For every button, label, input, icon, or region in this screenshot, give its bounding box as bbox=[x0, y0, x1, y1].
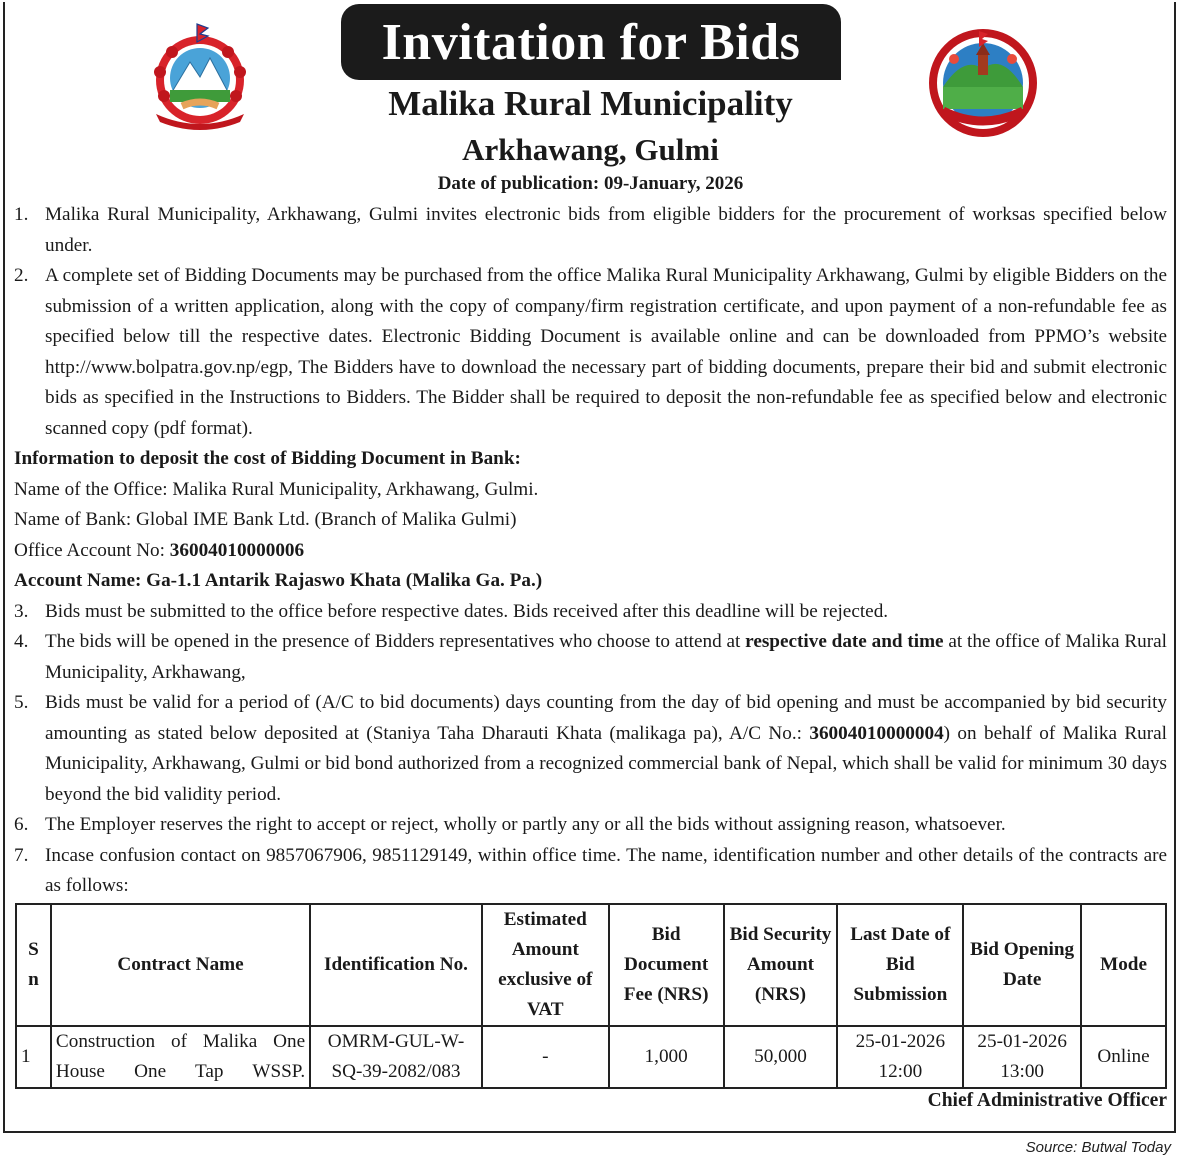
clause-number: 6. bbox=[14, 814, 29, 835]
bank-info-heading bbox=[14, 444, 1167, 475]
clause-number: 7. bbox=[14, 844, 29, 866]
clause-number: 3. bbox=[14, 600, 29, 622]
cell-estimated-amount: - bbox=[482, 1026, 609, 1088]
header-opening-date: Bid Opening Date bbox=[963, 904, 1081, 1026]
header-document-fee: Bid Document Fee (NRS) bbox=[609, 904, 724, 1026]
clause-text-part: The bids will be opened in the presence of Bidders representatives who choose to attend at bbox=[45, 631, 746, 652]
organization-location: Arkhawang, Gulmi bbox=[462, 132, 719, 167]
clause-text: Bids must be submitted to the office before respective dates. Bids received after this deadline will be rejected. bbox=[45, 600, 889, 622]
cell-contract-name: Construction of Malika One House One Tap WSSP. bbox=[51, 1026, 310, 1088]
clause-7 bbox=[14, 841, 1167, 902]
clause-number: 4. bbox=[14, 631, 29, 652]
clause-text-bold: 36004010000004 bbox=[809, 722, 944, 744]
cell-last-date: 25-01-2026 12:00 bbox=[837, 1026, 963, 1088]
publication-date: Date of publication: 09-January, 2026 bbox=[437, 173, 744, 194]
account-name bbox=[14, 566, 1167, 597]
account-number-value: 36004010000006 bbox=[169, 539, 305, 561]
account-number-label: Office Account No: bbox=[14, 539, 170, 561]
clause-4 bbox=[14, 627, 1167, 688]
header-security-amount: Bid Security Amount (NRS) bbox=[724, 904, 838, 1026]
cell-sn: 1 bbox=[16, 1026, 51, 1088]
organization-name: Malika Rural Municipality bbox=[388, 84, 793, 123]
clause-text-part: Bids must be valid for a period of (A/C to bid documents) days counting from the day of bid opening and must be accompanied by bid security amounting as stated below deposited at (Staniya Taha Dharauti Khata (malikaga pa), A/C No.: bbox=[45, 692, 1167, 744]
bank-info-heading-text: Information to deposit the cost of Bidding Document in Bank: bbox=[14, 448, 521, 469]
office-name: Name of the Office: Malika Rural Municipality, Arkhawang, Gulmi. bbox=[14, 478, 539, 500]
clause-text: Malika Rural Municipality, Arkhawang, Gulmi invites electronic bids from eligible bidders for the procurement of worksas specified below under. bbox=[45, 204, 1167, 256]
cell-identification: OMRM-GUL-W-SQ-39-2082/083 bbox=[310, 1026, 482, 1088]
header-sn: S n bbox=[16, 904, 51, 1026]
signature: Chief Administrative Officer bbox=[927, 1090, 1167, 1111]
cell-opening-date: 25-01-2026 13:00 bbox=[963, 1026, 1081, 1088]
header-identification: Identification No. bbox=[310, 904, 482, 1026]
bank-name: Name of Bank: Global IME Bank Ltd. (Branch of Malika Gulmi) bbox=[14, 509, 517, 530]
header-last-date: Last Date of Bid Submission bbox=[837, 904, 963, 1026]
office-account-number bbox=[14, 536, 1167, 567]
contracts-table bbox=[15, 903, 1167, 1089]
clause-3 bbox=[14, 597, 1167, 628]
notice-body bbox=[14, 200, 1167, 902]
clause-1 bbox=[14, 200, 1167, 261]
header-mode: Mode bbox=[1081, 904, 1166, 1026]
cell-security-amount: 50,000 bbox=[724, 1026, 838, 1088]
source-credit: Source: Butwal Today bbox=[1025, 1139, 1171, 1156]
cell-document-fee: 1,000 bbox=[609, 1026, 724, 1088]
clause-number: 2. bbox=[14, 265, 29, 286]
clause-text bbox=[45, 688, 1167, 810]
table-header-row bbox=[16, 904, 1166, 1026]
clause-text bbox=[45, 627, 1167, 688]
header-estimated-amount: Estimated Amount exclusive of VAT bbox=[482, 904, 609, 1026]
clause-text-part: at the office of Malika Rural Municipality, Arkhawang, bbox=[45, 631, 1168, 683]
clause-text: A complete set of Bidding Documents may be purchased from the office Malika Rural Municipality Arkhawang, Gulmi by eligible Bidders on the submission of a written application, along with the copy of company/firm registration certificate, and upon payment of a non-refundable fee as specified below till the respective dates. Electronic Bidding Document is available online and can be downloaded from PPMO’s website http://www.bolpatra.gov.np/egp, The Bidders have to download the necessary part of bidding documents, prepare their bid and submit electronic bids as specified in the Instructions to Bidders. The Bidder shall be required to deposit the non-refundable fee as specified below and electronic scanned copy (pdf format). bbox=[45, 265, 1167, 439]
clause-text-part: ) on behalf of Malika Rural Municipality, Arkhawang, Gulmi or bid bond authorized from a recognized commercial bank of Nepal, which shall be valid for minimum 30 days beyond the bid validity period. bbox=[45, 722, 1167, 805]
header-contract-name: Contract Name bbox=[51, 904, 310, 1026]
table-row bbox=[16, 1026, 1166, 1088]
clause-5 bbox=[14, 688, 1167, 810]
clause-text: The Employer reserves the right to accept or reject, wholly or partly any or all the bids without assigning reason, whatsoever. bbox=[45, 814, 1006, 835]
clause-text: Incase confusion contact on 9857067906, 9851129149, within office time. The name, identification number and other details of the contracts are as follows: bbox=[45, 844, 1167, 896]
clause-number: 1. bbox=[14, 204, 29, 225]
title-banner: Invitation for Bids bbox=[341, 4, 841, 80]
clause-text-bold: respective date and time bbox=[745, 631, 944, 652]
clause-6 bbox=[14, 810, 1167, 841]
cell-mode: Online bbox=[1081, 1026, 1166, 1088]
clause-number: 5. bbox=[14, 692, 29, 713]
account-name-text: Account Name: Ga-1.1 Antarik Rajaswo Khata (Malika Ga. Pa.) bbox=[14, 570, 543, 591]
clause-2 bbox=[14, 261, 1167, 444]
